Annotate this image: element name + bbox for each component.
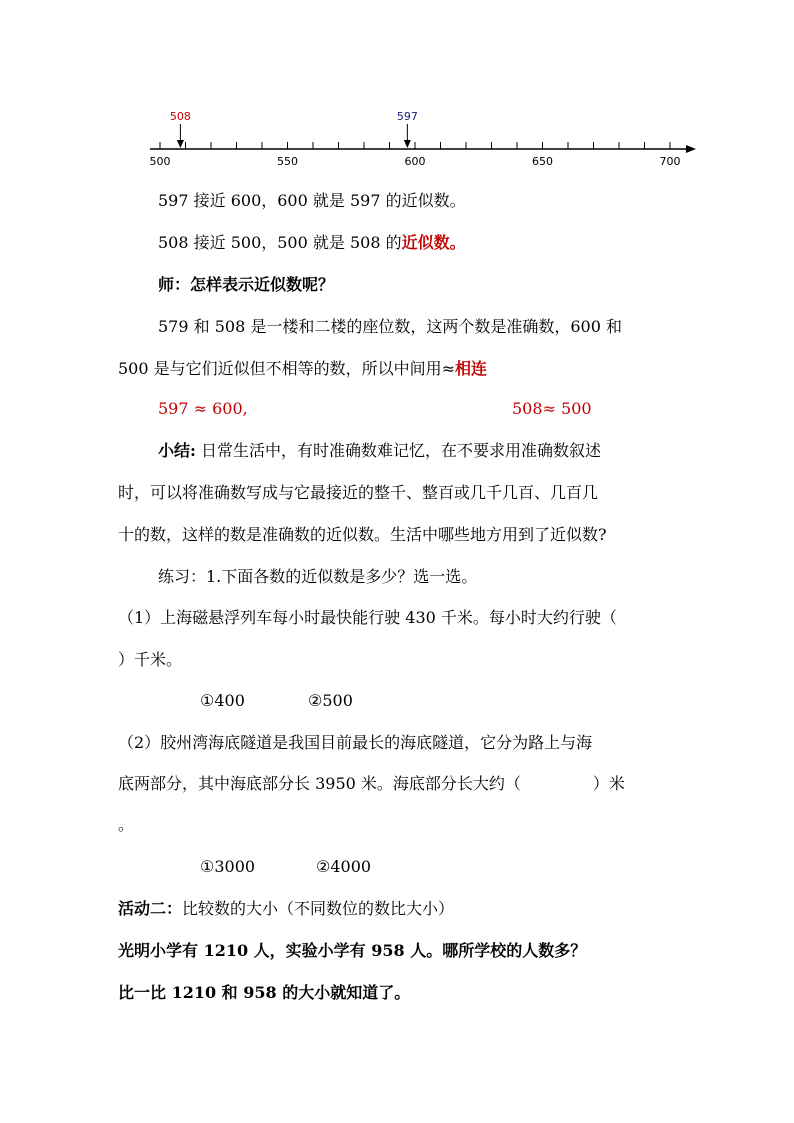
summary-text: 日常生活中，有时准确数难记忆，在不要求用准确数叙述	[195, 441, 602, 460]
text-line-2	[158, 232, 466, 254]
marker-label: 508	[169, 110, 191, 123]
text-line-2-main: 508 接近 500，500 就是 508 的	[158, 233, 402, 252]
activity-two-label: 活动二：	[118, 899, 183, 918]
marker-arrowhead	[404, 140, 411, 148]
summary-line-1	[158, 440, 601, 462]
summary-line-2: 时，可以将准确数写成与它最接近的整千、整百或几千几百、几百几	[118, 483, 599, 502]
teacher-question: 师：怎样表示近似数呢？	[158, 275, 335, 294]
equation-597: 597 ≈ 600,	[158, 399, 248, 418]
marker-label: 597	[396, 110, 418, 123]
question-2-line-1: （2）胶州湾海底隧道是我国目前最长的海底隧道，它分为路上与海	[118, 733, 593, 752]
text-line-5	[118, 358, 487, 380]
number-line-tick-label: 500	[149, 155, 171, 168]
number-line-tick-label: 550	[277, 155, 298, 168]
text-line-4: 579 和 508 是一楼和二楼的座位数，这两个数是准确数，600 和	[158, 317, 622, 336]
question-2-text: 底两部分，其中海底部分长 3950 米。海底部分长大约（	[118, 774, 521, 793]
choice-4000[interactable]: ②4000	[316, 857, 372, 876]
summary-label: 小结:	[158, 441, 196, 460]
number-line-marker-508	[170, 110, 191, 148]
question-1-line-1: （1）上海磁悬浮列车每小时最快能行驶 430 千米。每小时大约行驶（	[118, 608, 617, 627]
summary-line-3: 十的数，这样的数是准确数的近似数。生活中哪些地方用到了近似数?	[118, 525, 607, 544]
question-1-choices	[200, 690, 353, 712]
choice-400[interactable]: ①400	[200, 691, 245, 710]
activity-two-problem: 光明小学有 1210 人，实验小学有 958 人。哪所学校的人数多？	[118, 941, 587, 960]
question-2-line-2	[118, 773, 625, 795]
text-line-5-main: 500 是与它们近似但不相等的数，所以中间用≈	[118, 359, 456, 378]
number-line-markers	[170, 110, 418, 148]
question-2-choices	[200, 856, 371, 878]
exercise-heading: 练习：1.下面各数的近似数是多少？选一选。	[158, 567, 478, 586]
marker-arrowhead	[177, 140, 184, 148]
activity-two-heading	[118, 898, 454, 920]
number-line-tick-label: 600	[404, 155, 426, 168]
question-1-line-2: ）千米。	[118, 650, 183, 669]
choice-500[interactable]: ②500	[308, 691, 353, 710]
approx-term-highlight: 近似数。	[401, 233, 466, 252]
text-line-1: 597 接近 600，600 就是 597 的近似数。	[158, 191, 466, 210]
question-2-line-3: 。	[118, 815, 135, 834]
approx-connector-term: 相连	[455, 359, 488, 378]
number-line	[140, 100, 710, 180]
question-2-unit: ）米	[592, 774, 625, 793]
number-line-minor-ticks	[160, 142, 670, 149]
number-line-arrowhead	[686, 145, 696, 153]
number-line-tick-label: 650	[532, 155, 553, 168]
choice-3000[interactable]: ①3000	[200, 857, 256, 876]
number-line-tick-label: 700	[659, 155, 681, 168]
number-line-tick-labels	[150, 155, 681, 168]
equation-508: 508≈ 500	[512, 399, 592, 418]
activity-two-instruction: 比一比 1210 和 958 的大小就知道了。	[118, 983, 411, 1002]
activity-two-title: 比较数的大小（不同数位的数比大小）	[182, 899, 455, 918]
